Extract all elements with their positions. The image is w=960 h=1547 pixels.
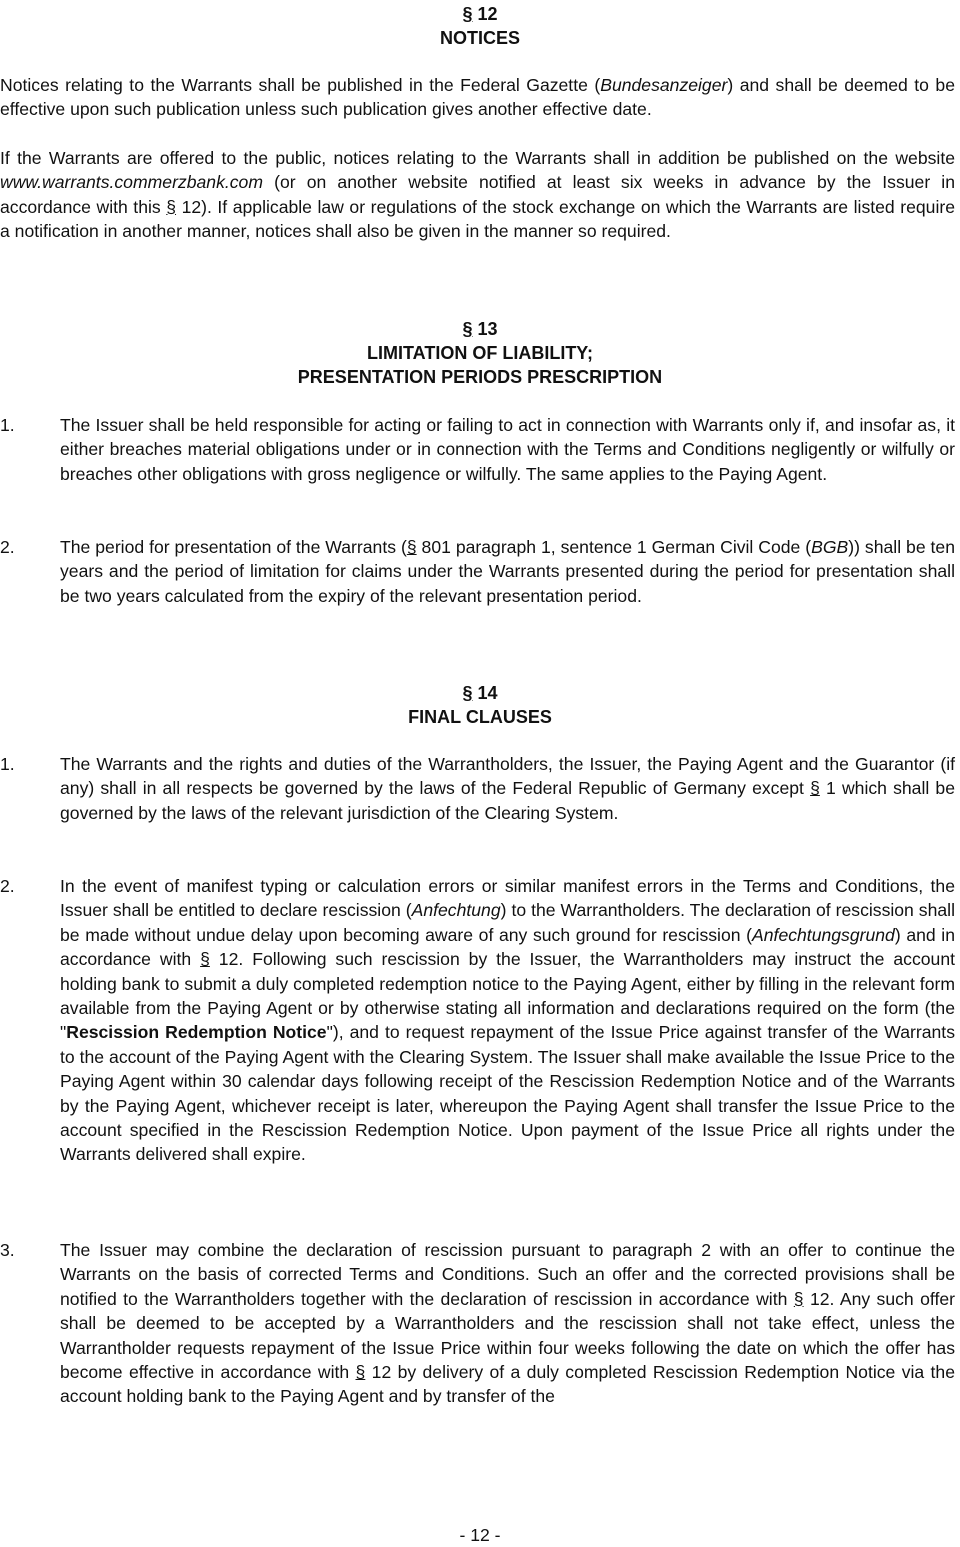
section-12-paragraph-2: If the Warrants are offered to the public, notices relating to the Warrants shall in addition be published on the website www.warrants.commerzbank.com (or on another website notified at least six weeks in advance by the Issuer in accordance with this § 12). If applicable law or regulations of the stock exchange on which the Warrants are listed require a notification in another manner, notices shall also be given in the manner so required.: [0, 148, 955, 242]
section-13-title-line-1: LIMITATION OF LIABILITY;: [367, 343, 593, 363]
section-13-number: § 13: [462, 319, 498, 339]
section-12-paragraph-1: Notices relating to the Warrants shall be published in the Federal Gazette (Bundesanzeiger) and shall be deemed to be effective upon such publication unless such publication gives another effective date.: [0, 75, 955, 120]
page-number: - 12 -: [459, 1525, 501, 1545]
document-page: § 12 NOTICES Notices relating to the Warrants shall be published in the Federal Gazette (Bundesanzeiger) and shall be deemed to be effective upon such publication unless such publication gives another effective date. If the Warrants are offered to the public, notices relating to the Warrants shall in addition be published on the website www.warrants.commerzbank.com (or on another website notified at least six weeks in advance by the Issuer in accordance with this § 12). If applicable law or regulations of the stock exchange on which the Warrants are listed require a notification in another manner, notices shall also be given in the manner so required. § 13 LIMITATION OF LIABILITY; PRESENTATION PERIODS PRESCRIPTION 1. The Issuer shall be held responsible for acting or failing to act in connection with Warrants only if, and insofar as, it either breaches material obligations under or in connection with the Terms and Conditions negligently or wilfully or breaches other obligations with gross negligence or wilfully. The same applies to the Paying Agent. 2. The period for presentation of the Warrants (§ 801 paragraph 1, sentence 1 German Civil Code (BGB)) shall be ten years and the period of limitation for claims under the Warrants presented during the period for presentation shall be two years calculated from the expiry of the relevant presentation period. § 14 FINAL CLAUSES 1. The Warrants and the rights and duties of the Warrantholders, the Issuer, the Paying Agent and the Guarantor (if any) shall in all respects be governed by the laws of the Federal Republic of Germany except § 1 which shall be governed by the laws of the relevant jurisdiction of the Clearing System. 2. In the event of manifest typing or calculation errors or similar manifest errors in the Terms and Conditions, the Issuer shall be entitled to declare rescission (Anfechtung) to the Warrantholders. The declaration of rescission shall be made without undue delay upon becoming aware of any such ground for rescission (Anfechtungsgrund) and in accordance with § 12. Following such rescission by the Issuer, the Warrantholders may instruct the account holding bank to submit a duly completed redemption notice to the Paying Agent, either by filling in the relevant form available from the Paying Agent or by otherwise stating all information and declarations required on the form (the "Rescission Redemption Notice"), and to request repayment of the Issue Price against transfer of the Warrants to the account of the Paying Agent with the Clearing System. The Issuer shall make available the Issue Price to the Paying Agent within 30 calendar days following receipt of the Rescission Redemption Notice and of the Warrants by the Paying Agent, whichever receipt is later, whereupon the Paying Agent shall transfer the Issue Price to the account specified in the Rescission Redemption Notice. Upon payment of the Issue Price all rights under the Warrants delivered shall expire. 3. The Issuer may combine the declaration of rescission pursuant to paragraph 2 with an offer to continue the Warrants on the basis of corrected Terms and Conditions. Such an offer and the corrected provisions shall be notified to the Warrantholders together with the declaration of rescission in accordance with § 12. Any such offer shall be deemed to be accepted by a Warrantholders and the rescission shall not take effect, unless the Warrantholder requests repayment of the Issue Price within four weeks following the date on which the offer has become effective in accordance with § 12 by delivery of a duly completed Rescission Redemption Notice via the account holding bank to the Paying Agent and by transfer of the - 12 -: [0, 0, 960, 1547]
section-12-title: NOTICES: [439, 28, 520, 48]
section-12-number: § 12: [462, 4, 498, 24]
section-14-title: FINAL CLAUSES: [408, 707, 552, 727]
section-13-title-line-2: PRESENTATION PERIODS PRESCRIPTION: [297, 367, 663, 387]
section-13-heading: [0, 317, 960, 389]
section-12-heading: [0, 2, 960, 50]
section-14-number: § 14: [462, 683, 498, 703]
website-link[interactable]: www.warrants.commerzbank.com: [0, 172, 263, 193]
section-14-heading: [0, 681, 960, 729]
